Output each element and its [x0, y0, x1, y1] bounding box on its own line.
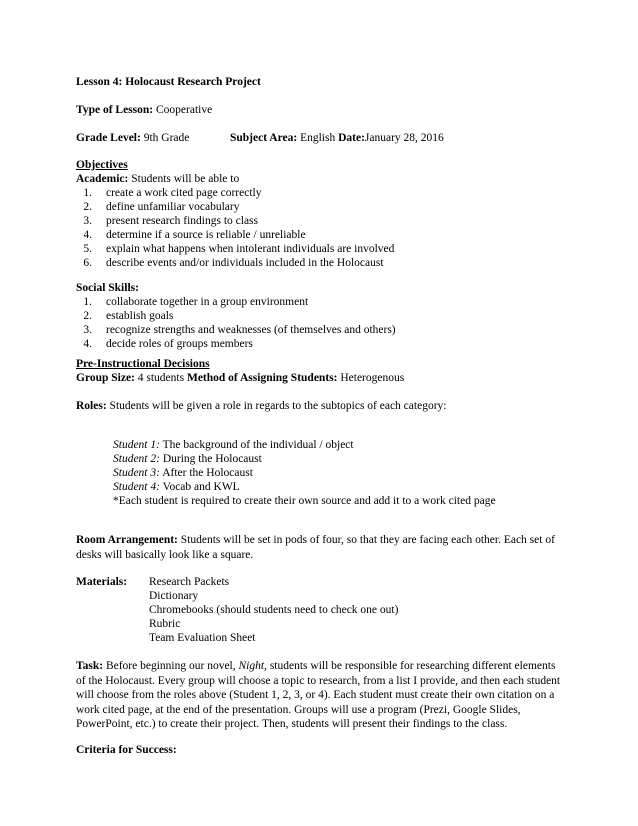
task-label: Task: [76, 660, 104, 672]
list-item: Student 2: During the Holocaust [113, 453, 262, 465]
list-item: Research Packets [149, 576, 230, 588]
materials-list [149, 575, 398, 645]
list-item: 4. decide roles of groups members [83, 338, 253, 350]
objectives-heading: Objectives [76, 159, 128, 171]
list-item: 2. establish goals [83, 310, 174, 322]
group-size-line [76, 371, 578, 385]
type-of-lesson-label: Type of Lesson: [76, 104, 154, 116]
list-item: Student 4: Vocab and KWL [113, 481, 240, 493]
list-item: 3. present research findings to class [83, 215, 259, 227]
list-item: 5. explain what happens when intolerant individuals are involved [83, 243, 395, 255]
room-arrangement: Room Arrangement: Students will be set in pods of four, so that they are facing each other. Each set of desks will basically look like a square. [76, 534, 555, 561]
list-item: 1. create a work cited page correctly [83, 187, 262, 199]
date-label: Date: [338, 132, 365, 144]
list-item: Dictionary [149, 590, 199, 602]
roles-label: Roles: [76, 400, 107, 412]
academic-intro: Students will be able to [131, 173, 240, 185]
criteria-label: Criteria for Success: [76, 744, 177, 756]
list-item: Student 3: After the Holocaust [113, 467, 253, 479]
academic-label: Academic: [76, 173, 129, 185]
social-skills-label: Social Skills: [76, 282, 139, 294]
date-value: January 28, 2016 [364, 132, 444, 144]
pre-instructional-heading: Pre-Instructional Decisions [76, 358, 210, 370]
roles-text: Students will be given a role in regards to the subtopics of each category: [109, 400, 447, 412]
list-item: Rubric [149, 618, 181, 630]
academic-list [76, 186, 578, 270]
group-size-label: Group Size: [76, 372, 135, 384]
list-item: Student 1: The background of the individual / object [113, 439, 354, 451]
list-item: Chromebooks (should students need to check one out) [149, 604, 399, 616]
room-label: Room Arrangement: [76, 534, 178, 546]
grade-subject-date-line [76, 131, 578, 145]
task-paragraph: Task: Before beginning our novel, Night, students will be responsible for researching different elements of the Holocaust. Every group will choose a topic to research, from a list I provide, and then each student will choose from the roles above (Student 1, 2, 3, or 4). Each student must create their own citation on a work cited page, at the end of the presentation. Groups will use a program (Prezi, Google Slides, PowerPoint, etc.) to create their project. Then, students will present their findings to the class. [76, 660, 561, 730]
grade-level-label: Grade Level: [76, 132, 141, 144]
list-item: 3. recognize strengths and weaknesses (of themselves and others) [83, 324, 396, 336]
subject-area-label: Subject Area: [230, 132, 298, 144]
materials-label: Materials: [76, 576, 128, 588]
group-size-value: 4 students [137, 372, 185, 384]
lesson-title: Lesson 4: Holocaust Research Project [76, 76, 261, 88]
method-value: Heterogenous [340, 372, 405, 384]
type-of-lesson [76, 103, 578, 117]
list-item: 4. determine if a source is reliable / unreliable [83, 229, 306, 241]
grade-level-value: 9th Grade [143, 132, 190, 144]
roles-note: *Each student is required to create their own source and add it to a work cited page [113, 495, 496, 507]
academic-line [76, 172, 578, 186]
roles-list [113, 438, 578, 508]
type-of-lesson-value: Cooperative [155, 104, 213, 116]
subject-area-value: English [300, 132, 336, 144]
list-item: 6. describe events and/or individuals included in the Holocaust [83, 257, 384, 269]
list-item: 2. define unfamiliar vocabulary [83, 201, 240, 213]
social-skills-list [76, 295, 578, 351]
list-item: Team Evaluation Sheet [149, 632, 256, 644]
roles-line [76, 399, 578, 413]
method-label: Method of Assigning Students: [186, 372, 338, 384]
list-item: 1. collaborate together in a group environment [83, 296, 309, 308]
